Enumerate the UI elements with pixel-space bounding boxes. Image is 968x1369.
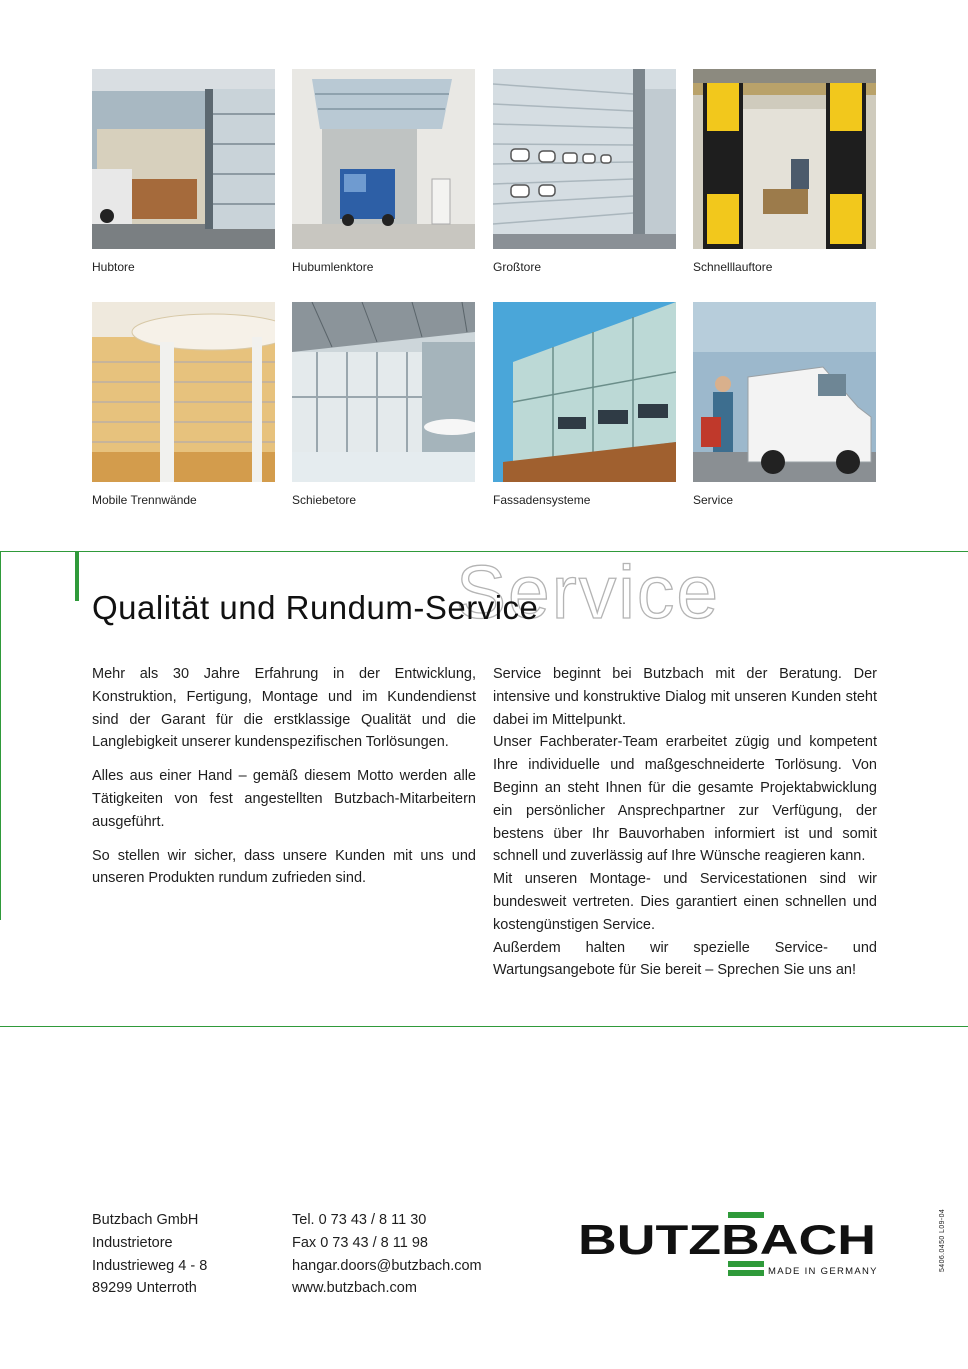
photo-grosstore (493, 69, 676, 249)
photo-service (693, 302, 876, 482)
photo-schnelllauftore (693, 69, 876, 249)
paragraph: Unser Fachberater-Team erarbeitet zügig und kompetent Ihre individuelle und maßgeschneiderte Torlösung. Von Beginn an steht Ihnen für die gesamte Projektabwicklung ein persönlicher Ansprechpartner zur Verfügung, der bestens über Ihr Bauvorhaben informiert ist und somit schnell und zuverlässig auf Ihre Wünsche reagieren kann. (493, 734, 877, 865)
paragraph: So stellen wir sicher, dass unsere Kunden mit uns und unseren Produkten rundum zufrieden sind. (92, 847, 476, 887)
paragraph: Service beginnt bei Butzbach mit der Beratung. Der intensive und konstruktive Dialog mit unseren Kunden steht dabei im Mittelpunkt. (493, 666, 877, 728)
company-address (92, 1209, 207, 1300)
phone-number: Tel. 0 73 43 / 8 11 30 (292, 1212, 427, 1228)
company-street: Industrieweg 4 - 8 (92, 1257, 208, 1274)
paragraph: Alles aus einer Hand – gemäß diesem Motto werden alle Tätigkeiten von fest angestellten Butzbach-Mitarbeitern ausgeführt. (92, 768, 476, 830)
gallery-item-grosstore (493, 69, 676, 274)
company-city: 89299 Unterroth (92, 1280, 197, 1297)
contact-details (292, 1209, 482, 1300)
gallery-item-hubtore (92, 69, 275, 274)
gallery-item-schnelllauftore (693, 69, 876, 274)
logo-wordmark: BUTZBACH (578, 1216, 876, 1263)
company-division: Industrietore (92, 1234, 173, 1251)
fax-number: Fax 0 73 43 / 8 11 98 (292, 1234, 428, 1251)
section-title: Qualität und Rundum-Service (92, 589, 539, 626)
photo-caption: Fassadensysteme (493, 493, 591, 507)
photo-fassadensysteme (493, 302, 676, 482)
photo-caption: Hubumlenktore (292, 260, 374, 274)
email-link[interactable]: hangar.doors@butzbach.com (292, 1257, 482, 1274)
accent-bar (75, 551, 79, 601)
left-edge-line (0, 552, 1, 920)
butzbach-logo (578, 1210, 878, 1280)
gallery-item-mobile-trennwaende (92, 302, 275, 507)
company-name: Butzbach GmbH (92, 1212, 199, 1228)
website-link[interactable]: www.butzbach.com (292, 1280, 417, 1297)
ghost-watermark-word: Service (456, 550, 721, 634)
photo-hubtore (92, 69, 275, 249)
paragraph: Mit unseren Montage- und Servicestationen sind wir bundesweit vertreten. Dies garantiert einen schnellen und kostengünstigen Service. (493, 871, 877, 933)
paragraph: Außerdem halten wir spezielle Service- und Wartungsangebote für Sie bereit – Sprechen Sie uns an! (493, 939, 877, 979)
paragraph: Mehr als 30 Jahre Erfahrung in der Entwicklung, Konstruktion, Fertigung, Montage und im Kundendienst sind der Garant für die erstklassige Qualität und die Langlebigkeit unserer kundenspezifischen Torlösungen. (92, 666, 476, 751)
photo-hubumlenktore (292, 69, 475, 249)
logo-tagline: MADE IN GERMANY (768, 1266, 878, 1277)
photo-mobile-trennwaende (92, 302, 275, 482)
document-code: 5406.0450 L09-04 (939, 1208, 946, 1272)
left-text-column (92, 663, 476, 901)
photo-caption: Schnelllauftore (693, 260, 773, 274)
gallery-item-fassadensysteme (493, 302, 676, 507)
gallery-item-schiebetore (292, 302, 475, 507)
gallery-item-service (693, 302, 876, 507)
right-text-column (493, 663, 877, 982)
photo-caption: Schiebetore (292, 493, 357, 507)
gallery-item-hubumlenktore (292, 69, 475, 274)
photo-schiebetore (292, 302, 475, 482)
photo-caption: Hubtore (92, 260, 135, 274)
photo-caption: Großtore (493, 260, 542, 274)
photo-caption: Mobile Trennwände (92, 493, 197, 507)
photo-caption: Service (693, 493, 734, 507)
bottom-divider (0, 1026, 968, 1027)
